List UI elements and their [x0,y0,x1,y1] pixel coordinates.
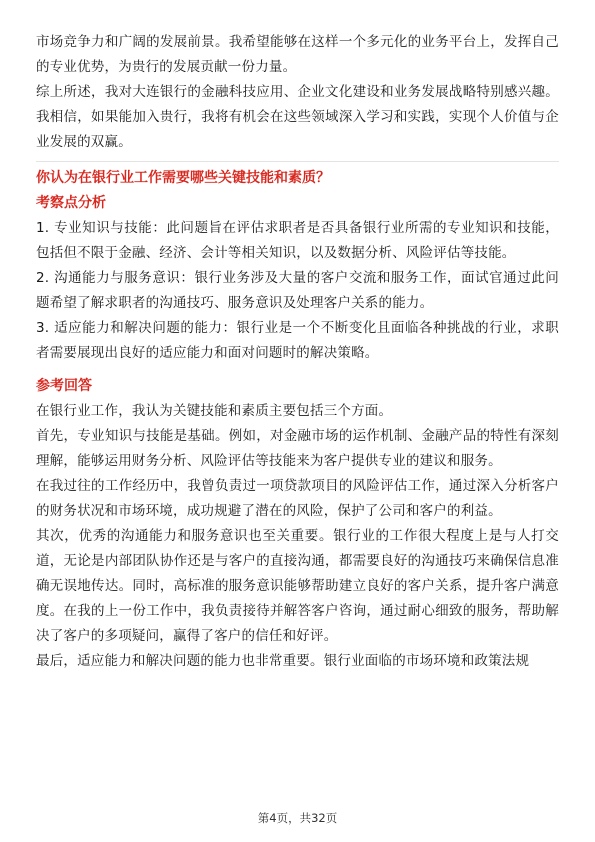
analysis-heading: 考察点分析 [36,195,106,211]
section-divider [36,161,559,162]
intro-paragraph: 市场竞争力和广阔的发展前景。我希望能够在这样一个多元化的业务平台上，发挥自己的专业优势，为贵行的发展贡献一份力量。 [36,34,559,75]
answer-paragraph: 在银行业工作，我认为关键技能和素质主要包括三个方面。 [36,403,393,419]
answer-heading: 参考回答 [36,378,92,394]
analysis-item: 2. 沟通能力与服务意识：银行业务涉及大量的客户交流和服务工作，面试官通过此问题希望了解求职者的沟通技巧、服务意识及处理客户关系的能力。 [36,270,559,311]
question-title: 你认为在银行业工作需要哪些关键技能和素质？ [36,170,330,186]
answer-paragraph: 在我过往的工作经历中，我曾负责过一项贷款项目的风险评估工作，通过深入分析客户的财务状况和市场环境，成功规避了潜在的风险，保护了公司和客户的利益。 [36,478,559,519]
document-page [36,30,559,674]
answer-paragraph: 最后，适应能力和解决问题的能力也非常重要。银行业面临的市场环境和政策法规 [36,653,530,669]
spacer [36,366,559,374]
page-number: 第4页，共32页 [257,811,338,825]
analysis-item: 3. 适应能力和解决问题的能力：银行业是一个不断变化且面临各种挑战的行业，求职者需要展现出良好的适应能力和面对问题时的解决策略。 [36,320,559,361]
intro-paragraph: 综上所述，我对大连银行的金融科技应用、企业文化建设和业务发展战略特别感兴趣。我相信，如果能加入贵行，我将有机会在这些领域深入学习和实践，实现个人价值与企业发展的双赢。 [36,84,559,150]
answer-paragraph: 首先，专业知识与技能是基础。例如，对金融市场的运作机制、金融产品的特性有深刻理解，能够运用财务分析、风险评估等技能来为客户提供专业的建议和服务。 [36,428,559,469]
analysis-item: 1. 专业知识与技能：此问题旨在评估求职者是否具备银行业所需的专业知识和技能，包括但不限于金融、经济、会计等相关知识，以及数据分析、风险评估等技能。 [36,220,559,261]
answer-paragraph: 其次，优秀的沟通能力和服务意识也至关重要。银行业的工作很大程度上是与人打交道，无论是内部团队协作还是与客户的直接沟通，都需要良好的沟通技巧来确保信息准确无误地传达。同时，高标准的服务意识能够帮助建立良好的客户关系，提升客户满意度。在我的上一份工作中，我负责接待并解答客户咨询，通过耐心细致的服务，帮助解决了客户的多项疑问，赢得了客户的信任和好评。 [36,528,559,644]
